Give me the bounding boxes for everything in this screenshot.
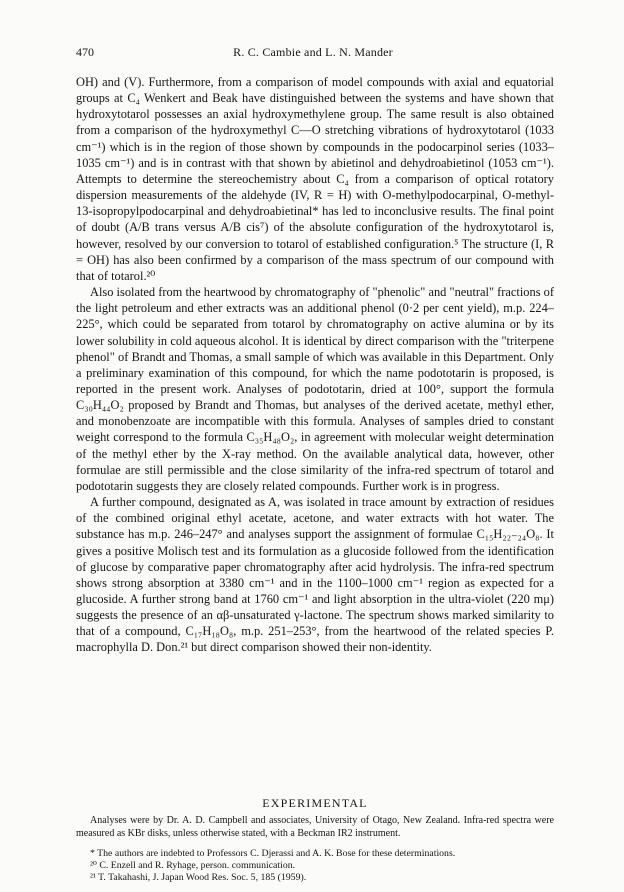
section-heading: EXPERIMENTAL [262,796,368,810]
page-number: 470 [76,45,94,59]
body-paragraph: A further compound, designated as A, was isolated in trace amount by extraction of residues of the combined original ethyl acetate, acetone, and water extracts with hot water. The substance has m.p. 246–247° and analyses support the assignment of formulae C₁₅H₂₂₋₂₄O₈. It gives a positive Molisch test and its formulation as a glucoside followed from the identification of glucose by comparative paper chromatography after acid hydrolysis. The infra-red spectrum shows strong absorption at 3380 cm⁻¹ and in the 1100–1000 cm⁻¹ region as expected for a glucoside. A further strong band at 1760 cm⁻¹ and light absorption in the ultra-violet (220 mμ) suggests the presence of an αβ-unsaturated γ-lactone. The spectrum shows marked similarity to that of a compound, C₁₇H₁₈O₈, m.p. 251–253°, from the heartwood of the related species P. macrophylla D. Don.²¹ but direct comparison showed their non-identity. [76,495,554,655]
page-header [76,44,550,60]
footnote: ²¹ T. Takahashi, J. Japan Wood Res. Soc. 5, 185 (1959). [90,872,307,884]
article-body [76,74,554,656]
footnote: ²⁰ C. Enzell and R. Ryhage, person. communication. [90,860,296,872]
running-head: R. C. Cambie and L. N. Mander [233,45,393,59]
footnote: * The authors are indebted to Professors C. Djerassi and A. K. Bose for these determinations. [90,848,456,859]
body-paragraph: OH) and (V). Furthermore, from a comparison of model compounds with axial and equatorial groups at C₄ Wenkert and Beak have distinguished between the systems and have shown that hydroxytotarol possesses an axial hydroxymethylene group. The same result is also obtained from a comparison of the hydroxymethyl C—O stretching vibrations of hydroxytotarol (1033 cm⁻¹) which is in the region of those shown by compounds in the podocarpinol series (1033–1035 cm⁻¹) and is in contrast with that shown by abietinol and dehydroabietinol (1053 cm⁻¹). Attempts to determine the stereochemistry about C₄ from a comparison of optical rotatory dispersion measurements of the aldehyde (IV, R = H) with O-methylpodocarpinal, O-methyl-13-isopropylpodocarpinal and dehydroabietinal* has led to inconclusive results. The final point of doubt (A/B trans versus A/B cis⁷) of the absolute configuration of the hydroxytotarol is, however, resolved by our conversion to totarol of established configuration.⁵ The structure (I, R = OH) has also been confirmed by a comparison of the mass spectrum of our compound with that of totarol.²⁰ [76,75,554,283]
footnotes [76,848,554,885]
body-paragraph: Also isolated from the heartwood by chromatography of "phenolic" and "neutral" fractions of the light petroleum and ether extracts was an additional phenol (0·2 per cent yield), m.p. 224–225°, which could be separated from totarol by chromatography on active alumina or by its lower solubility in cold aqueous alcohol. It is identical by direct comparison with the "triterpene phenol" of Brandt and Thomas, a small sample of which was available in this Department. Only a preliminary examination of this compound, for which the name podototarin is proposed, is reported in the present work. Analyses of podototarin, dried at 100°, support the formula C₃₀H₄₄O₂ proposed by Brandt and Thomas, but analyses of the derived acetate, methyl ether, and monobenzoate are incompatible with this formula. Analyses of samples dried to constant weight correspond to the formula C₃₅H₄₈O₂, in agreement with molecular weight determination of the methyl ether by the X-ray method. On the available analytical data, however, other formulae are still permissible and the close similarity of the infra-red spectrum of totarol and podototarin suggests they are closely related compounds. Further work is in progress. [76,285,554,493]
experimental-note: Analyses were by Dr. A. D. Campbell and associates, University of Otago, New Zealand. Infra-red spectra were measured as KBr disks, unless otherwise stated, with a Beckman IR2 instrument. [76,815,554,839]
